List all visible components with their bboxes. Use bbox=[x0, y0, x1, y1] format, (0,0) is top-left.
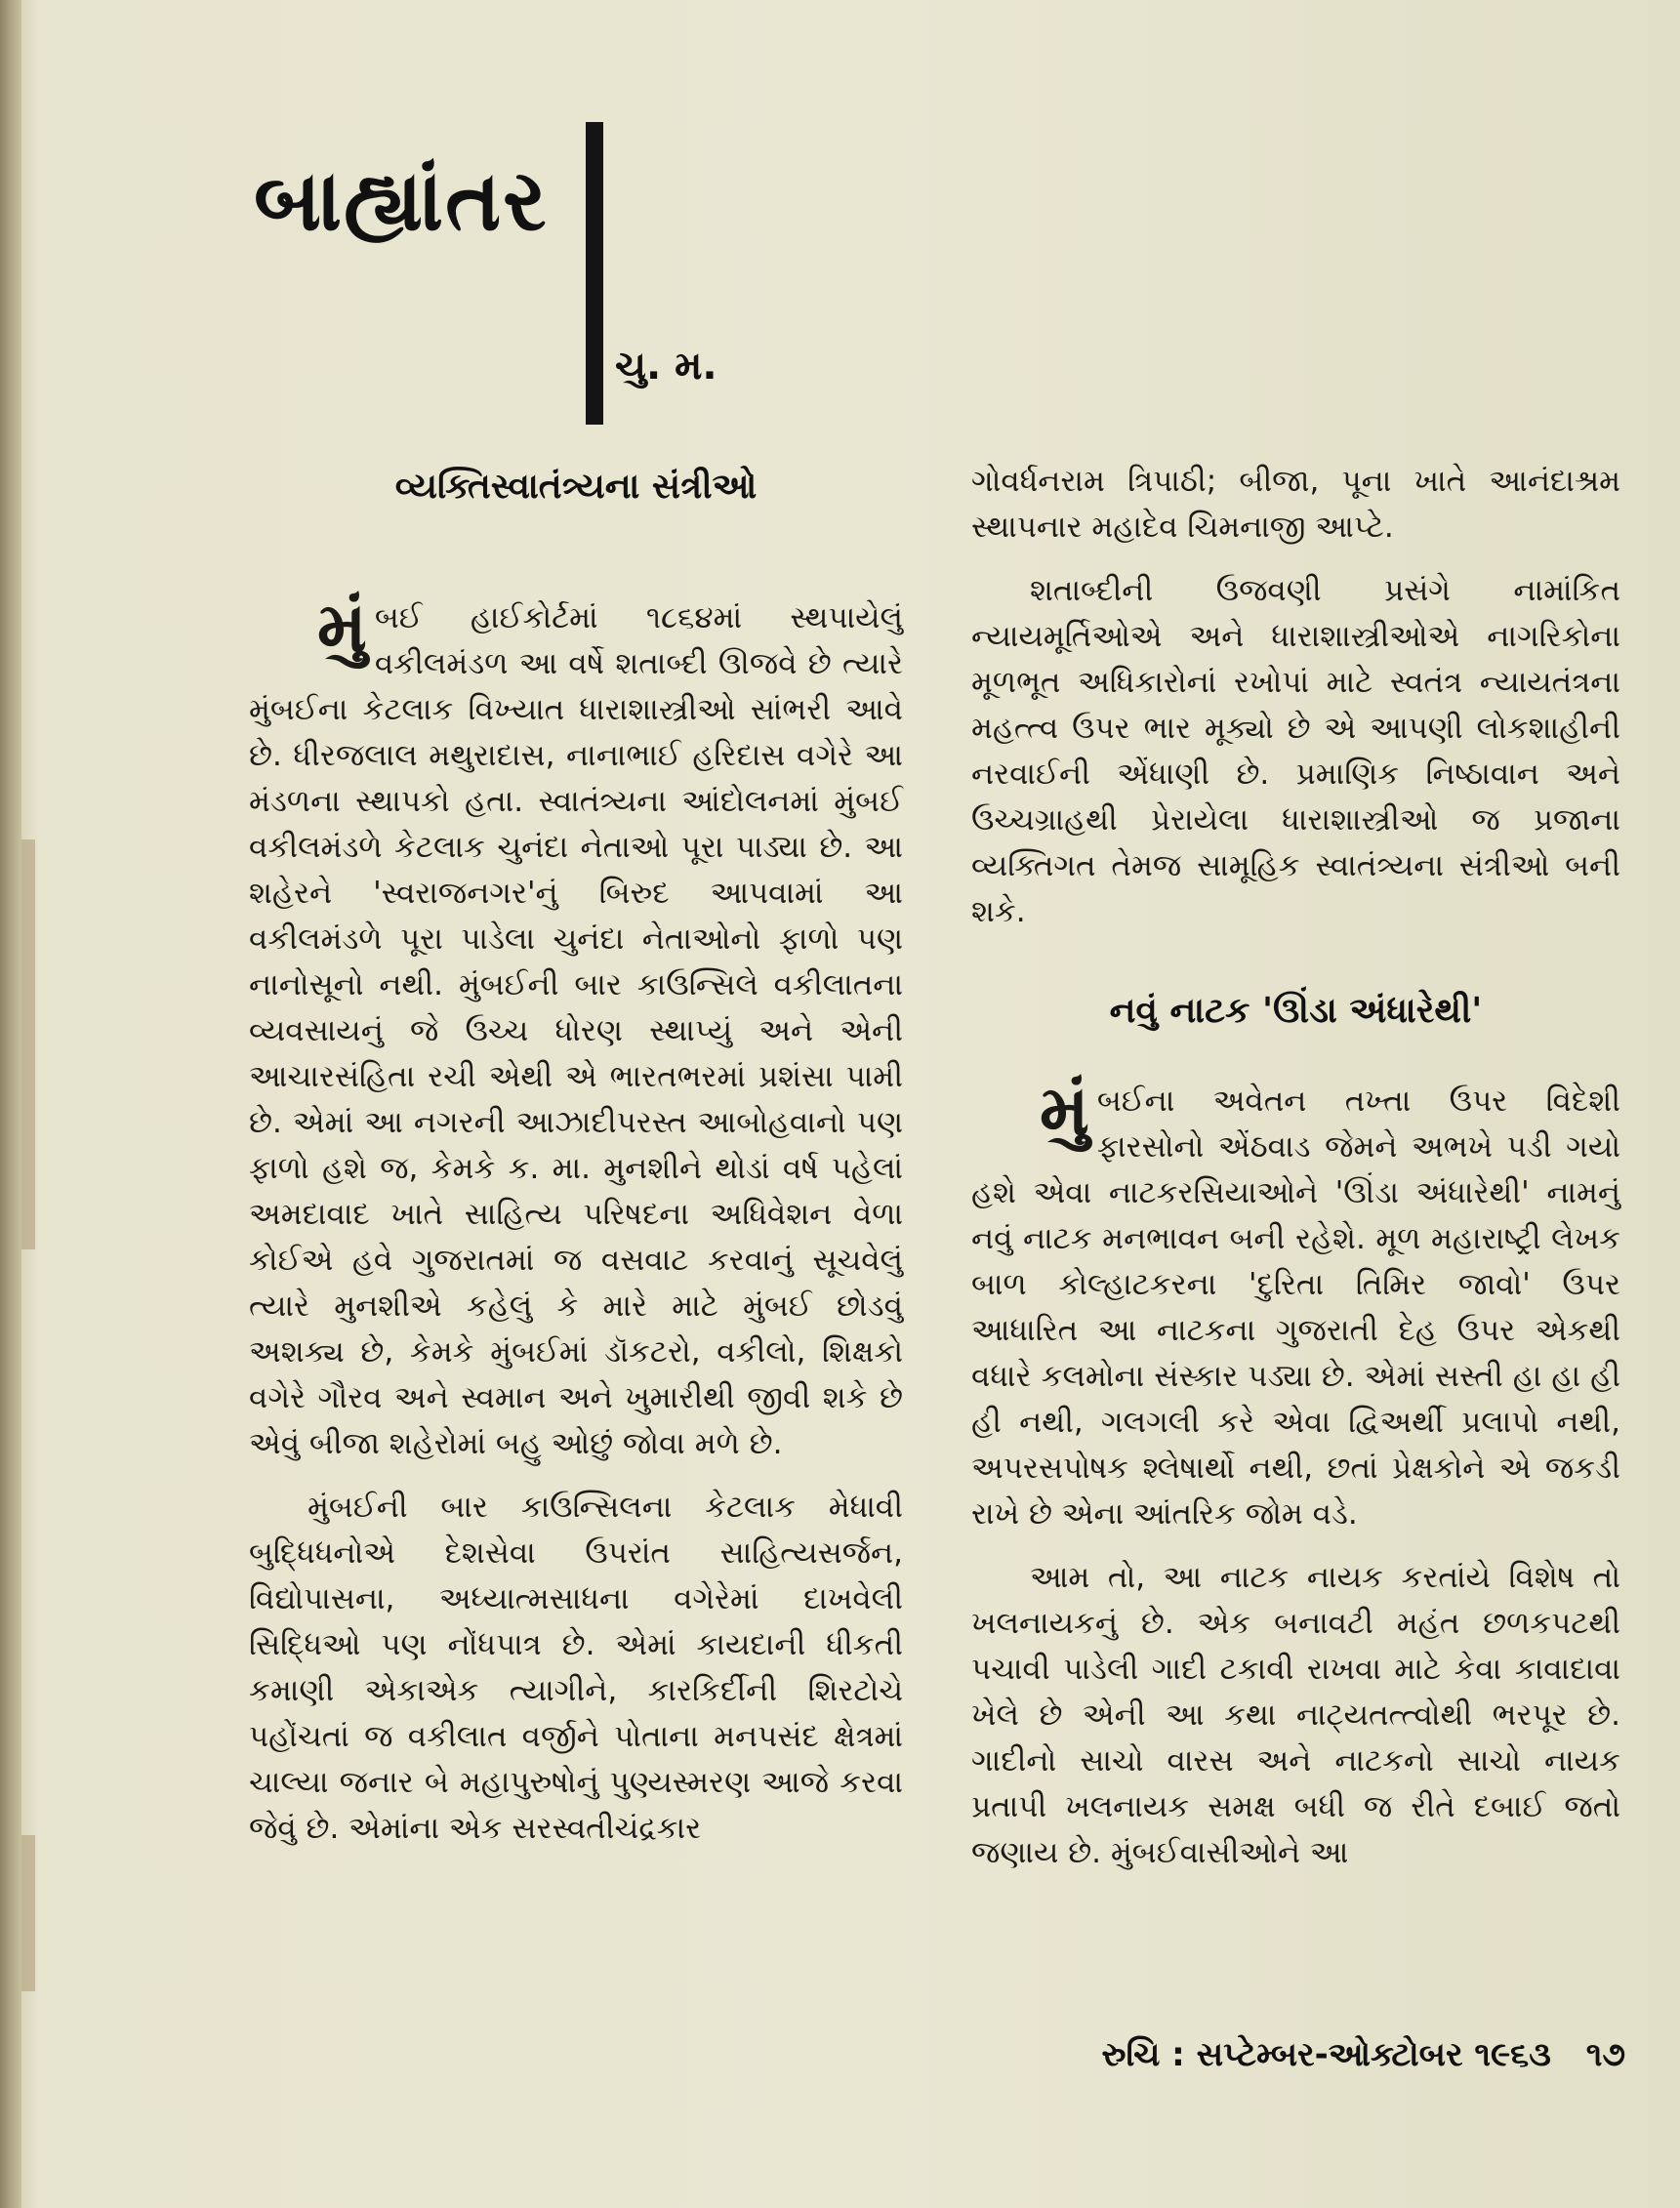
right-column-article-2 bbox=[971, 1069, 1620, 1894]
author-initials: ચુ. મ. bbox=[615, 344, 717, 388]
column-masthead: બાહ્યાંતર bbox=[254, 151, 549, 250]
article-1-paragraph-1-text: બઈ હાઈકોર્ટમાં ૧૮૬૪માં સ્થપાયેલું વકીલમંડળ આ વર્ષે શતાબ્દી ઊજવે છે ત્યારે મુંબઈના કેટલાક વિખ્યાત ધારાશાસ્ત્રીઓ સાંભરી આવે છે. ધીરજલાલ મથુરાદાસ, નાનાભાઈ હરિદાસ વગેરે આ મંડળના સ્થાપકો હતા. સ્વાતંત્ર્યના આંદોલનમાં મુંબઈ વકીલમંડળે કેટલાક ચુનંદા નેતાઓ પૂરા પાડ્યા છે. આ શહેરને 'સ્વરાજનગર'નું બિરુદ આપવામાં આ વકીલમંડળે પૂરા પાડેલા ચુનંદા નેતાઓનો ફાળો પણ નાનોસૂનો નથી. મુંબઈની બાર કાઉન્સિલે વકીલાતના વ્યવસાયનું જે ઉચ્ચ ધોરણ સ્થાપ્યું અને એની આચારસંહિતા રચી એથી એ ભારતભરમાં પ્રશંસા પામી છે. એમાં આ નગરની આઝાદીપરસ્ત આબોહવાનો પણ ફાળો હશે જ, કેમકે ક. મા. મુનશીને થોડાં વર્ષ પહેલાં અમદાવાદ ખાતે સાહિત્ય પરિષદના અધિવેશન વેળા કોઈએ હવે ગુજરાતમાં જ વસવાટ કરવાનું સૂચવેલું ત્યારે મુનશીએ કહેલું કે મારે માટે મુંબઈ છોડવું અશક્ય છે, કેમકે મુંબઈમાં ડૉકટરો, વકીલો, શિક્ષકો વગેરે ગૌરવ અને સ્વમાન અને ખુમારીથી જીવી શકે છે એવું બીજા શહેરોમાં બહુ ઓછું જોવા મળે છે. bbox=[249, 600, 903, 1461]
article-1-title: વ્યક્તિસ્વાતંત્ર્યના સંત્રીઓ bbox=[394, 467, 758, 507]
right-column bbox=[971, 459, 1620, 953]
page-footer bbox=[1030, 2035, 1625, 2074]
page-binding-edge bbox=[0, 0, 21, 2208]
article-1-paragraph-2: મુંબઈની બાર કાઉન્સિલના કેટલાક મેધાવી બુદ્ધિધનોએ દેશસેવા ઉપરાંત સાહિત્યસર્જન, વિદ્યોપાસના, અધ્યાત્મસાધના વગેરેમાં દાખવેલી સિદ્ધિઓ પણ નોંધપાત્ર છે. એમાં કાયદાની ધીકતી કમાણી એકાએક ત્યાગીને, કારકિર્દીની શિરટોચે પહોંચતાં જ વકીલાત વર્જીને પોતાના મનપસંદ ક્ષેત્રમાં ચાલ્યા જનાર બે મહાપુરુષોનું પુણ્યસ્મરણ આજે કરવા જેવું છે. એમાંના એક સરસ્વતીચંદ્રકાર bbox=[249, 1490, 903, 1846]
page-number: ૧૭ bbox=[1585, 2035, 1625, 2074]
article-2-paragraph-1 bbox=[971, 1069, 1620, 1537]
drop-cap: મું bbox=[317, 586, 367, 668]
article-2-paragraph-2: આમ તો, આ નાટક નાયક કરતાંયે વિશેષ તો ખલનાયકનું છે. એક બનાવટી મહંત છળકપટથી પચાવી પાડેલી ગાદી ટકાવી રાખવા માટે કેવા કાવાદાવા ખેલે છે એની આ કથા નાટ્યતત્ત્વોથી ભરપૂર છે. ગાદીનો સાચો વારસ અને નાટકનો સાચો નાયક પ્રતાપી ખલનાયક સમક્ષ બધી જ રીતે દબાઈ જતો જણાય છે. મુંબઈવાસીઓને આ bbox=[971, 1560, 1620, 1870]
page-stain bbox=[21, 1835, 35, 1991]
issue-label: રુચિ : સપ્ટેમ્બર-ઓક્ટોબર ૧૯૬૩ bbox=[1101, 2035, 1551, 2074]
page-stain bbox=[21, 839, 35, 1249]
masthead-vertical-rule bbox=[586, 122, 603, 425]
article-1-paragraph-4: શતાબ્દીની ઉજવણી પ્રસંગે નામાંકિત ન્યાયમૂર્તિઓએ અને ધારાશાસ્ત્રીઓએ નાગરિકોના મૂળભૂત અધિકારોનાં રખોપાં માટે સ્વતંત્ર ન્યાયતંત્રના મહત્ત્વ ઉપર ભાર મૂક્યો છે એ આપણી લોકશાહીની નરવાઈની એંધાણી છે. પ્રમાણિક નિષ્ઠાવાન અને ઉચ્ચગ્રાહથી પ્રેરાયેલા ધારાશાસ્ત્રીઓ જ પ્રજાના વ્યક્તિગત તેમજ સામૂહિક સ્વાતંત્ર્યના સંત્રીઓ બની શકે. bbox=[971, 573, 1620, 929]
article-1-paragraph-1 bbox=[249, 586, 903, 1467]
article-2-paragraph-1-text: બઈના અવેતન તખ્તા ઉપર વિદેશી ફારસોનો એંઠવાડ જેમને અભખે પડી ગયો હશે એવા નાટકરસિયાઓને 'ઊંડા અંધારેથી' નામનું નવું નાટક મનભાવન બની રહેશે. મૂળ મહારાષ્ટ્રી લેખક બાળ કોલ્હાટકરના 'દુરિતા તિમિર જાવો' ઉપર આધારિત આ નાટકના ગુજરાતી દેહ ઉપર એકથી વધારે કલમોના સંસ્કાર પડ્યા છે. એમાં સસ્તી હા હા હી હી નથી, ગલગલી કરે એવા દ્વિઅર્થી પ્રલાપો નથી, અપરસપોષક શ્લેષાર્થો નથી, છતાં પ્રેક્ષકોને એ જકડી રાખે છે એના આંતરિક જોમ વડે. bbox=[971, 1084, 1620, 1532]
left-column bbox=[249, 586, 903, 1869]
drop-cap: મું bbox=[1040, 1069, 1089, 1151]
article-1-paragraph-3: ગોવર્ધનરામ ત્રિપાઠી; બીજા, પૂના ખાતે આનંદાશ્રમ સ્થાપનાર મહાદેવ ચિમનાજી આપ્ટે. bbox=[971, 464, 1620, 545]
article-2-title: નવું નાટક 'ઊંડા અંધારેથી' bbox=[1109, 991, 1483, 1031]
